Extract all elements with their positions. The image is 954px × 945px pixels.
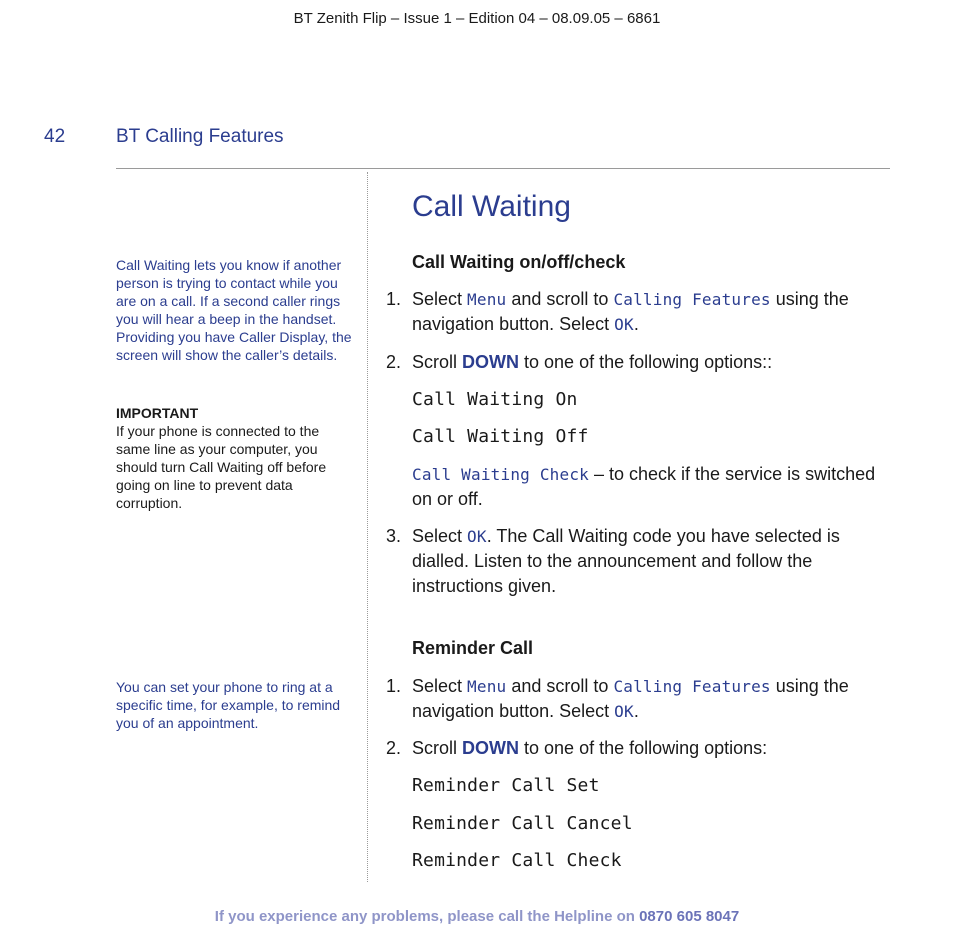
step-number: 3. [386, 526, 402, 546]
step-text: . [633, 314, 639, 334]
display-text-call-waiting-check: Call Waiting Check [412, 465, 589, 484]
step-text: . [633, 701, 639, 721]
call-waiting-step-3 [386, 524, 882, 599]
option-reminder-call-set: Reminder Call Set [412, 775, 600, 796]
step-text: to one of the following options:: [519, 352, 773, 372]
document-header: BT Zenith Flip – Issue 1 – Edition 04 – 08.09.05 – 6861 [293, 10, 661, 27]
display-text-calling-features: Calling Features [613, 290, 771, 309]
step-text: and scroll to [506, 676, 614, 696]
option-call-waiting-on: Call Waiting On [412, 389, 578, 410]
option-reminder-call-check: Reminder Call Check [412, 850, 622, 871]
step-text: Select [412, 526, 468, 546]
display-text-menu: Menu [467, 677, 507, 696]
column-divider [367, 172, 368, 882]
sidebar-note-reminder: You can set your phone to ring at a specific time, for example, to remind you of an appointment. [116, 679, 341, 731]
step-text: using the navigation button. Select [412, 676, 849, 721]
step-text: and scroll to [506, 289, 614, 309]
step-text: to one of the following options: [519, 738, 768, 758]
call-waiting-step-1 [386, 287, 882, 337]
helpline-number: 0870 605 8047 [639, 908, 740, 925]
subheading-reminder-call: Reminder Call [412, 638, 534, 658]
reminder-step-2 [386, 736, 882, 761]
display-text-ok: OK [614, 315, 634, 334]
step-text: using the navigation button. Select [412, 289, 849, 334]
call-waiting-step-2 [386, 350, 882, 375]
key-down: DOWN [462, 738, 520, 758]
footer-text: If you experience any problems, please call the Helpline on [214, 908, 640, 925]
option-reminder-call-cancel: Reminder Call Cancel [412, 813, 633, 834]
header-divider [116, 168, 890, 169]
sidebar-note-call-waiting: Call Waiting lets you know if another person is trying to contact while you are on a call. If a second caller rings you will hear a beep in the handset. Providing you have Caller Display, the screen will show the caller’s details. [116, 257, 352, 363]
option-call-waiting-check [412, 462, 882, 512]
option-note: – to check if the service is switched on or off. [412, 464, 876, 509]
display-text-calling-features: Calling Features [613, 677, 771, 696]
step-text: Select [412, 676, 468, 696]
step-number: 2. [386, 738, 402, 758]
important-heading: IMPORTANT [116, 405, 199, 421]
step-text: Scroll [412, 352, 463, 372]
step-number: 1. [386, 676, 402, 696]
display-text-ok: OK [614, 702, 634, 721]
step-text: Select [412, 289, 468, 309]
reminder-step-1 [386, 674, 882, 724]
section-title: BT Calling Features [116, 126, 284, 147]
option-call-waiting-off: Call Waiting Off [412, 426, 589, 447]
step-text: . The Call Waiting code you have selected is dialled. Listen to the announcement and follow the instructions given. [412, 526, 840, 596]
key-down: DOWN [462, 352, 520, 372]
display-text-menu: Menu [467, 290, 507, 309]
display-text-ok: OK [467, 527, 487, 546]
step-text: Scroll [412, 738, 463, 758]
page-number: 42 [44, 126, 66, 147]
subheading-call-waiting: Call Waiting on/off/check [412, 252, 626, 272]
important-text: If your phone is connected to the same line as your computer, you should turn Call Waiting off before going on line to prevent data corruption. [116, 423, 327, 511]
step-number: 2. [386, 352, 402, 372]
footer-helpline [0, 908, 954, 925]
page-title: Call Waiting [412, 190, 571, 223]
step-number: 1. [386, 289, 402, 309]
